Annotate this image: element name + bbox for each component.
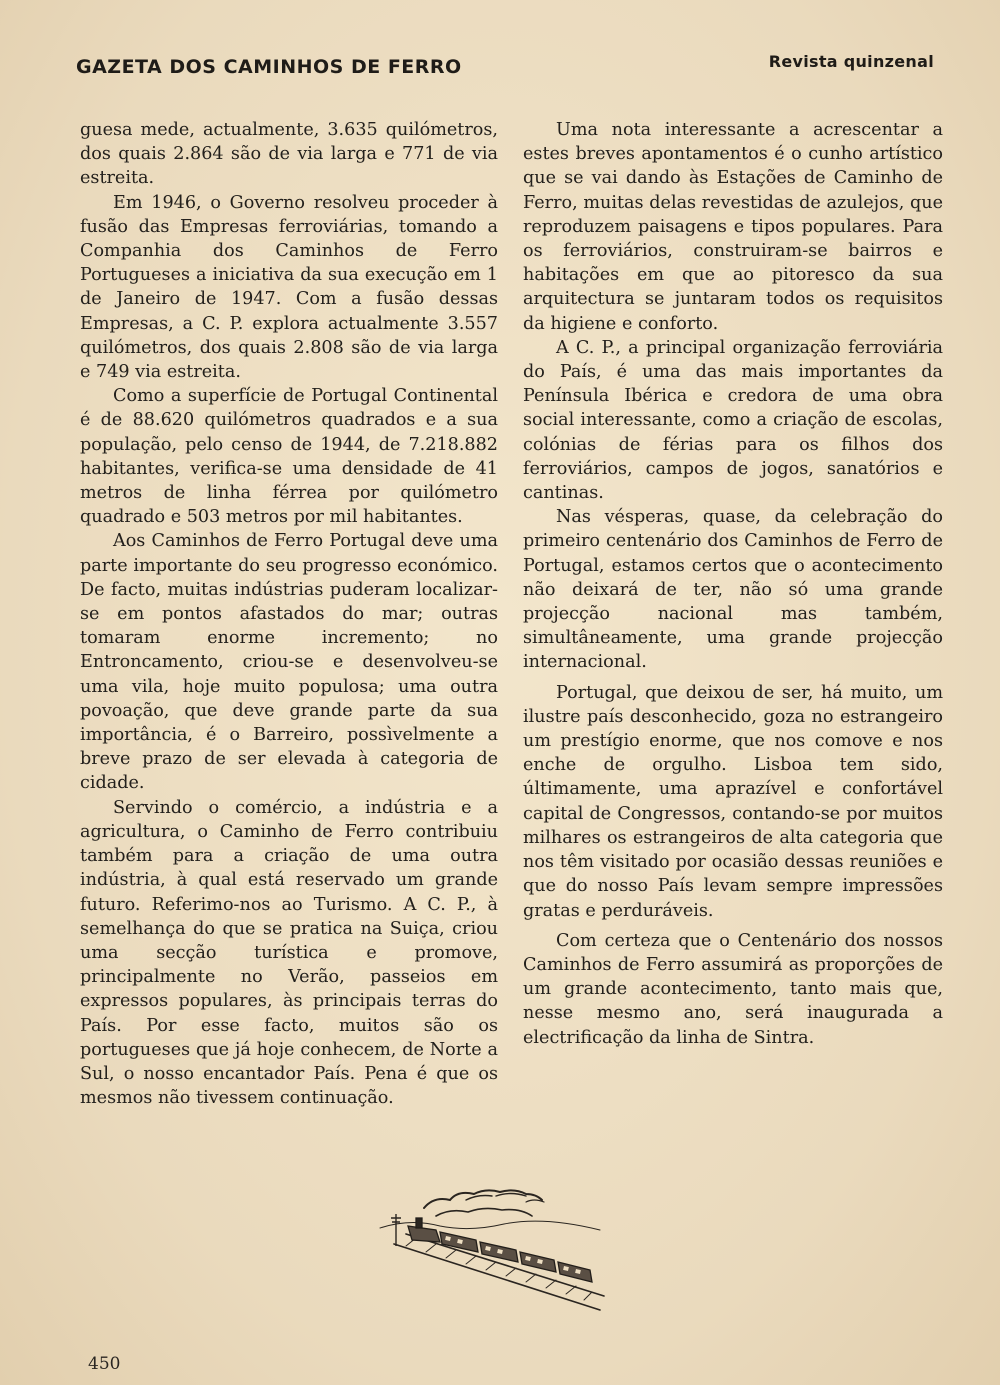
paragraph: Aos Caminhos de Ferro Portugal deve uma parte importante do seu progresso económico. De facto, muitas indústrias puderam localizar-se em pontos afastados do mar; outras tomaram enorme incremento; no Entroncamento, criou-se e desenvolveu-se uma vila, hoje muito populosa; uma outra povoação, que deve grande parte da sua importância, é o Barreiro, possìvelmente a breve prazo de ser elevada à categoria de cidade. — [80, 531, 498, 794]
journal-subtitle: Revista quinzenal — [768, 52, 934, 71]
paragraph: Com certeza que o Centenário dos nossos Caminhos de Ferro assumirá as proporções de um grande acontecimento, tanto mais que, nesse mesmo ano, será inaugurada a electrificação da linha de Sintra. — [523, 930, 943, 1048]
paragraph: Nas vésperas, quase, da celebração do primeiro centenário dos Caminhos de Ferro de Portugal, estamos certos que o acontecimento não deixará de ter, não só uma grande projecção nacional mas também, simultâneamente, uma grande projecção internacional. — [523, 507, 943, 673]
journal-title: GAZETA DOS CAMINHOS DE FERRO — [76, 56, 462, 78]
paragraph: Uma nota interessante a acrescentar a estes breves apontamentos é o cunho artístico que se vai dando às Estações de Caminho de Ferro, muitas delas revestidas de azulejos, que reproduzem paisagens e tipos populares. Para os ferroviários, construiram-se bairros e habitações em que ao pitoresco da sua arquitectura se juntaram todos os requisitos da higiene e conforto. — [523, 120, 943, 334]
paragraph: Como a superfície de Portugal Continental é de 88.620 quilómetros quadrados e a sua população, pelo censo de 1944, de 7.218.882 habitantes, verifica-se uma densidade de 41 metros de linha férrea por quilómetro quadrado e 503 metros por mil habitantes. — [80, 386, 498, 528]
paragraph: Portugal, que deixou de ser, há muito, um ilustre país desconhecido, goza no estrangeiro um prestígio enorme, que nos comove e nos enche de orgulho. Lisboa tem sido, últimamente, uma aprazível e confortável capital de Congressos, contando-se por muitos milhares os estrangeiros de alta categoria que nos têm visitado por ocasião dessas reuniões e que do nosso País levam sempre impressões gratas e perduráveis. — [523, 682, 943, 921]
paragraph: guesa mede, actualmente, 3.635 quilómetros, dos quais 2.864 são de via larga e 771 de via estreita. — [80, 120, 498, 189]
right-column — [523, 118, 943, 1050]
left-column — [80, 118, 498, 1110]
paragraph: A C. P., a principal organização ferroviária do País, é uma das mais importantes da Península Ibérica e credora de uma obra social interessante, como a criação de escolas, colónias de férias para os filhos dos ferroviários, campos de jogos, sanatórios e cantinas. — [523, 337, 943, 504]
paragraph: Servindo o comércio, a indústria e a agricultura, o Caminho de Ferro contribuiu também para a criação de uma outra indústria, à qual está reservado um grande futuro. Referimo-nos ao Turismo. A C. P., à semelhança do que se pratica na Suiça, criou uma secção turística e promove, principalmente no Verão, passeios em expressos populares, às principais terras do País. Por esse facto, muitos são os portugueses que já hoje conhecem, de Norte a Sul, o nosso encantador País. Pena é que os mesmos não tivessem continuação. — [80, 797, 498, 1109]
page-number: 450 — [88, 1354, 121, 1374]
paragraph: Em 1946, o Governo resolveu proceder à fusão das Empresas ferroviárias, tomando a Companhia dos Caminhos de Ferro Portugueses a iniciativa da sua execução em 1 de Janeiro de 1947. Com a fusão dessas Empresas, a C. P. explora actualmente 3.557 quilómetros, dos quais 2.808 são de via larga e 749 via estreita. — [80, 192, 498, 383]
train-illustration-icon — [376, 1186, 608, 1311]
